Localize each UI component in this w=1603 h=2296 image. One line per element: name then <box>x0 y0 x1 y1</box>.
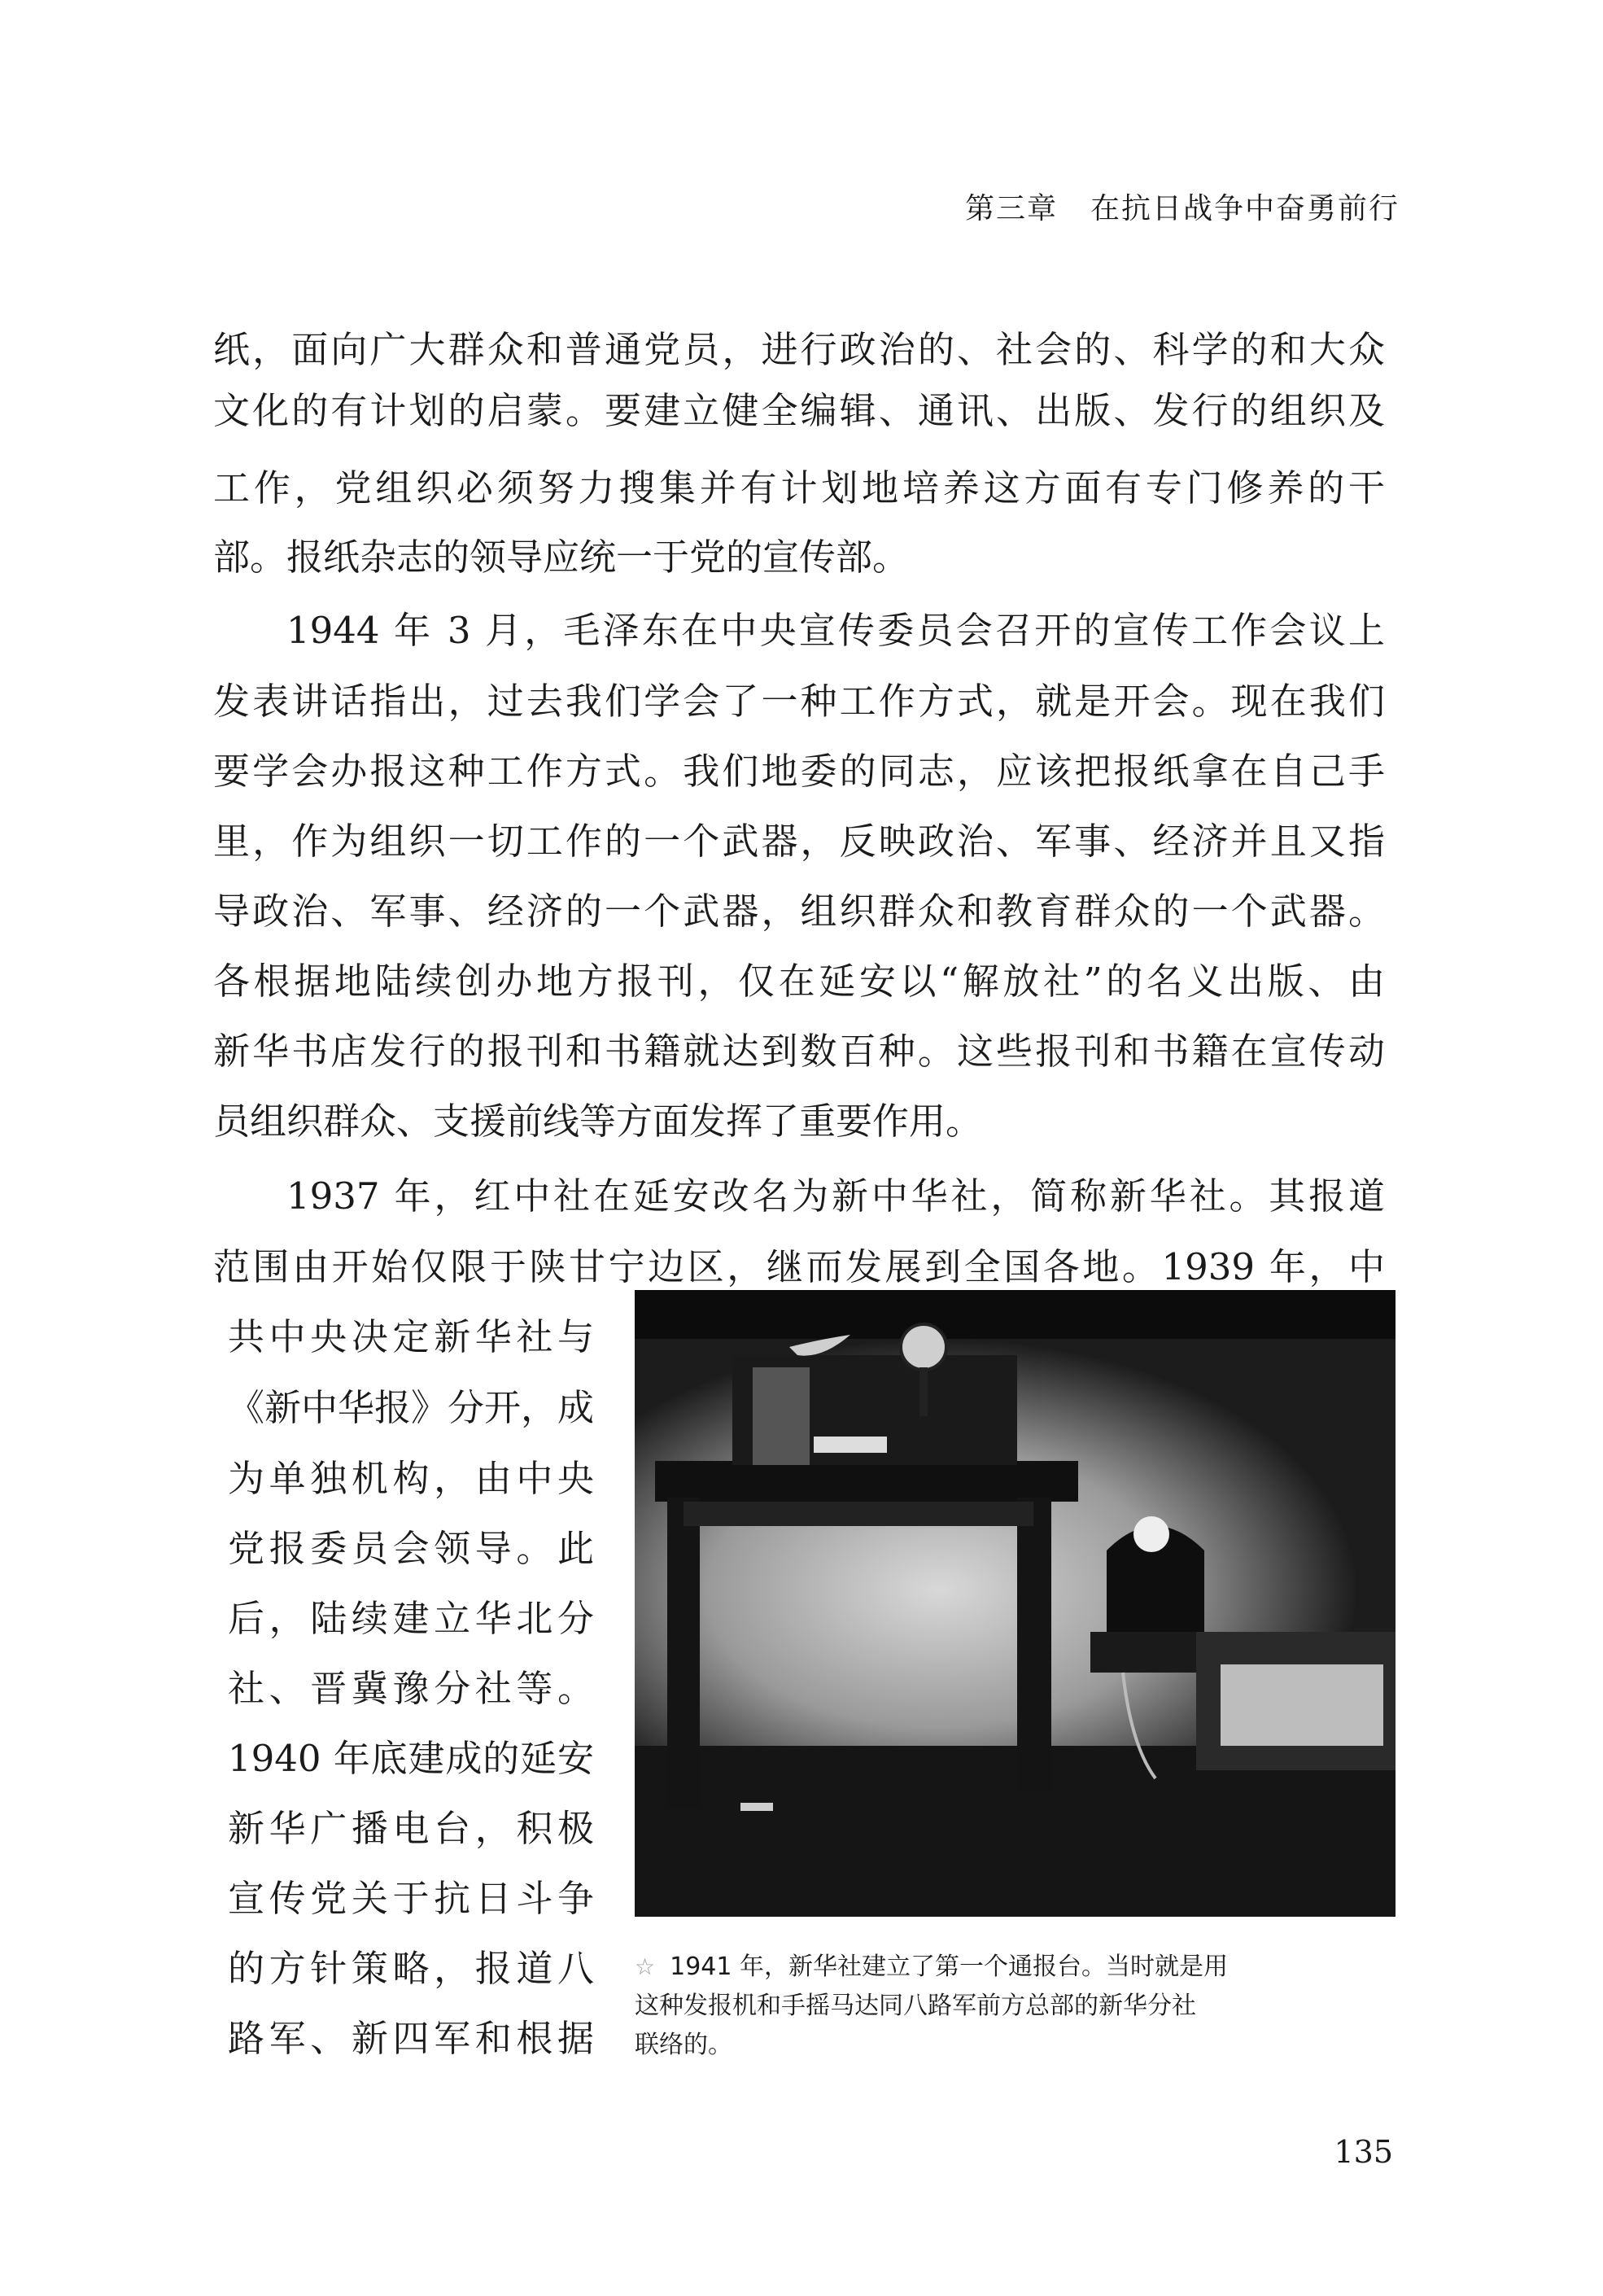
photo-caption-line: 这种发报机和手摇马达同八路军前方总部的新华分社 <box>635 1992 1196 2020</box>
radio-station-photo <box>635 1290 1396 1917</box>
photo-caption-line <box>635 1949 1400 1985</box>
paragraph-line: 发表讲话指出，过去我们学会了一种工作方式，就是开会。现在我们 <box>213 680 1385 723</box>
chapter-label: 第三章 <box>964 192 1058 225</box>
page-number: 135 <box>1334 2134 1393 2170</box>
paragraph-line: 《新中华报》分开，成 <box>228 1386 595 1429</box>
paragraph-line: 为单独机构，由中央 <box>228 1457 594 1500</box>
paragraph-line: 各根据地陆续创办地方报刊，仅在延安以“解放社”的名义出版、由 <box>213 960 1385 1003</box>
paragraph-line: 1940 年底建成的延安 <box>228 1737 594 1780</box>
paragraph-line: 部。报纸杂志的领导应统一于党的宣传部。 <box>213 536 910 579</box>
paragraph-line: 要学会办报这种工作方式。我们地委的同志，应该把报纸拿在自己手 <box>213 750 1385 793</box>
paragraph-line: 范围由开始仅限于陕甘宁边区，继而发展到全国各地。1939 年，中 <box>213 1245 1385 1288</box>
paragraph-line: 1937 年，红中社在延安改名为新中华社，简称新华社。其报道 <box>286 1174 1385 1218</box>
paragraph-line: 党报委员会领导。此 <box>228 1527 594 1570</box>
star-icon: ☆ <box>635 1953 656 1980</box>
paragraph-line: 社、晋冀豫分社等。 <box>228 1667 594 1710</box>
paragraph-line: 宣传党关于抗日斗争 <box>228 1877 594 1920</box>
paragraph-line: 文化的有计划的启蒙。要建立健全编辑、通讯、出版、发行的组织及 <box>213 389 1385 432</box>
paragraph-line: 共中央决定新华社与 <box>228 1315 594 1358</box>
photo-illustration <box>635 1290 1396 1917</box>
chapter-title: 在抗日战争中奋勇前行 <box>1090 192 1400 225</box>
paragraph-line: 导政治、军事、经济的一个武器，组织群众和教育群众的一个武器。 <box>213 890 1385 933</box>
paragraph-line: 的方针策略，报道八 <box>228 1947 594 1990</box>
photo-caption-line: 联络的。 <box>635 2031 732 2059</box>
paragraph-line: 新华书店发行的报刊和书籍就达到数百种。这些报刊和书籍在宣传动 <box>213 1030 1385 1073</box>
paragraph-line: 后，陆续建立华北分 <box>228 1597 594 1640</box>
paragraph-line: 纸，面向广大群众和普通党员，进行政治的、社会的、科学的和大众 <box>213 328 1385 371</box>
paragraph-line: 1944 年 3 月，毛泽东在中央宣传委员会召开的宣传工作会议上 <box>286 609 1385 652</box>
paragraph-line: 新华广播电台，积极 <box>228 1807 594 1850</box>
paragraph-line: 里，作为组织一切工作的一个武器，反映政治、军事、经济并且又指 <box>213 820 1385 863</box>
paragraph-line: 工作，党组织必须努力搜集并有计划地培养这方面有专门修养的干 <box>213 466 1385 509</box>
running-header <box>965 186 1400 227</box>
caption-text: 1941 年，新华社建立了第一个通报台。当时就是用 <box>670 1953 1228 1981</box>
paragraph-line: 路军、新四军和根据 <box>228 2017 594 2060</box>
paragraph-line: 员组织群众、支援前线等方面发挥了重要作用。 <box>213 1100 983 1143</box>
